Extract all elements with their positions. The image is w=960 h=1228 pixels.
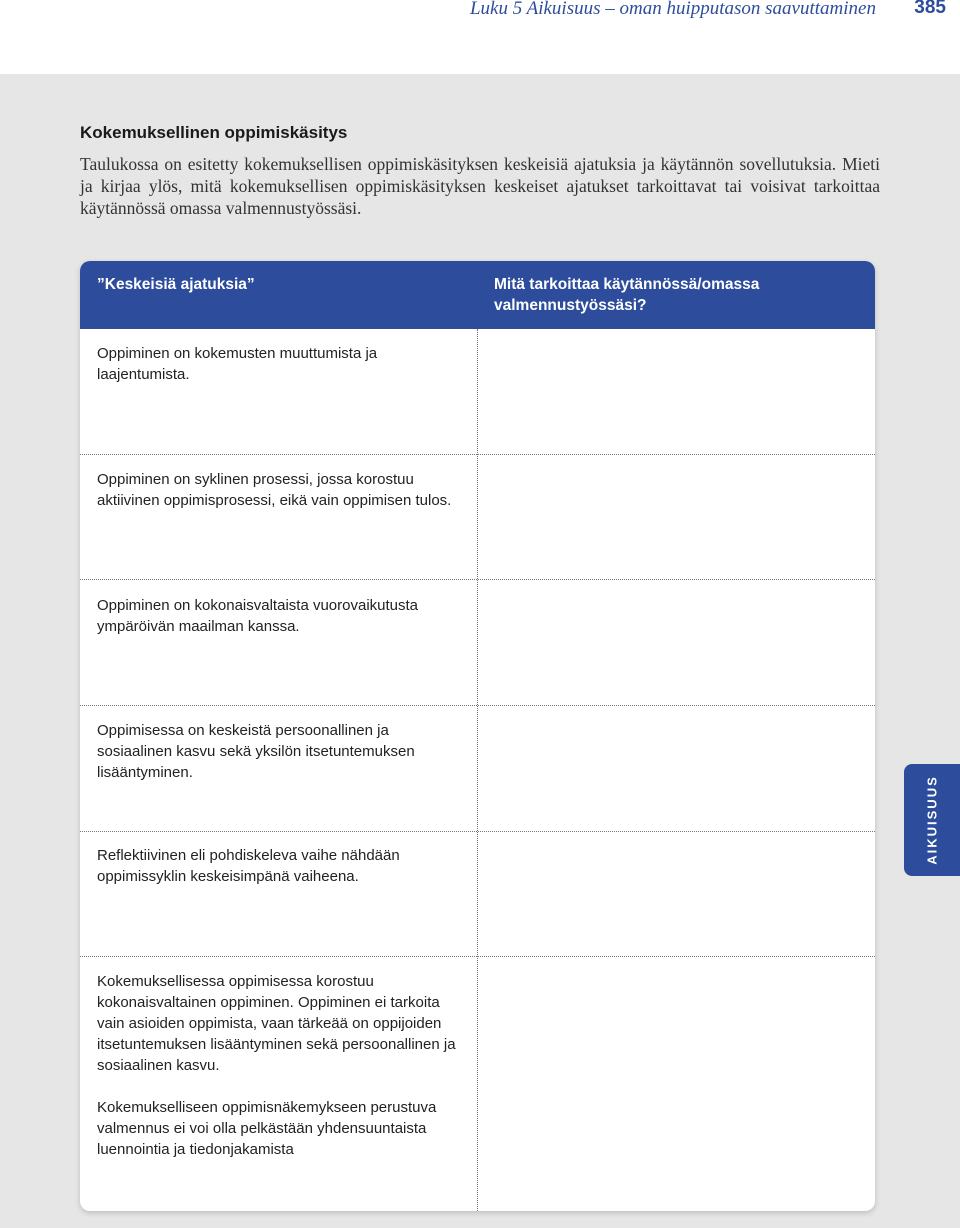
table-header	[80, 261, 875, 329]
table-row-2-text: Oppiminen on syklinen prosessi, jossa korostuu aktiivinen oppimisprosessi, eikä vain oppimisen tulos.	[97, 471, 452, 509]
chapter-side-tab	[904, 764, 960, 876]
worksheet-table	[80, 261, 875, 1211]
header-practice: Mitä tarkoittaa käytännössä/omassa valmennustyössäsi?	[494, 276, 760, 314]
answer-field-5[interactable]	[478, 832, 875, 956]
answer-field-2[interactable]	[478, 455, 875, 579]
table-row-3-text: Oppiminen on kokonaisvaltaista vuorovaikutusta ympäröivän maailman kanssa.	[97, 597, 419, 635]
running-head: Luku 5 Aikuisuus – oman huipputason saavuttaminen	[469, 0, 876, 19]
table-row-5-text: Reflektiivinen eli pohdiskeleva vaihe nähdään oppimissyklin keskeisimpänä vaiheena.	[97, 847, 400, 885]
answer-field-6[interactable]	[478, 957, 875, 1211]
page-header	[0, 0, 960, 74]
table-row-6-text: Kokemuksellisessa oppimisessa korostuu kokonaisvaltainen oppiminen. Oppiminen ei tarkoita vain asioiden oppimista, vaan tärkeää on oppijoiden itsetuntemuksen lisääntyminen sekä persoonallinen ja sosiaalinen kasvu.	[97, 973, 456, 1074]
page-number: 385	[914, 0, 946, 18]
section-title: Kokemuksellinen oppimiskäsitys	[80, 123, 348, 142]
answer-field-3[interactable]	[478, 580, 875, 705]
intro-paragraph: Taulukossa on esitetty kokemuksellisen oppimiskäsityksen keskeisiä ajatuksia ja käytännön sovellutuksia. Mieti ja kirjaa ylös, mitä kokemuksellisen oppimiskäsityksen keskeiset ajatukset tarkoittavat tai voisivat tarkoittaa käytännössä omassa valmennustyössäsi.	[80, 154, 880, 218]
table-row-7-text: Kokemukselliseen oppimisnäkemykseen perustuva valmennus ei voi olla pelkästään yhdensuuntaista luennointia ja tiedonjakamista	[97, 1099, 437, 1158]
side-tab-label: AIKUISUUS	[924, 775, 940, 865]
header-key-ideas: ”Keskeisiä ajatuksia”	[97, 276, 255, 293]
table-row-4-text: Oppimisessa on keskeistä persoonallinen ja sosiaalinen kasvu sekä yksilön itsetuntemuksen lisääntyminen.	[97, 722, 415, 781]
answer-field-1[interactable]	[478, 330, 875, 454]
answer-field-4[interactable]	[478, 706, 875, 831]
table-row-1-text: Oppiminen on kokemusten muuttumista ja laajentumista.	[97, 345, 378, 383]
